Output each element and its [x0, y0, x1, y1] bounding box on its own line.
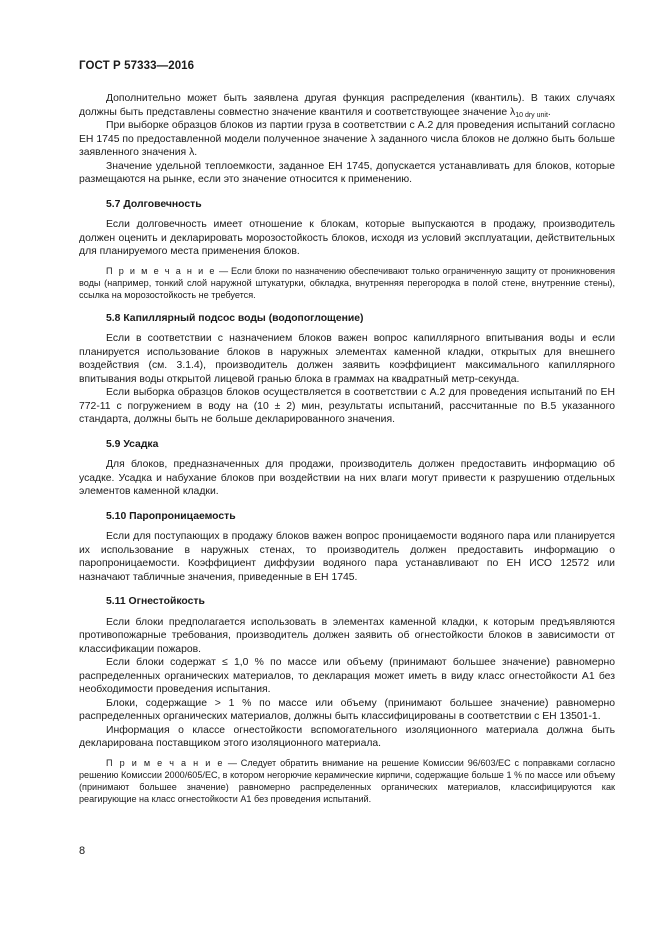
document-body	[79, 92, 615, 805]
section-5-8-title: 5.8 Капиллярный подсос воды (водопоглощение)	[106, 312, 364, 324]
section-5-7-paragraph: Если долговечность имеет отношение к блокам, которые выпускаются в продажу, производитель должен оценить и декларировать морозостойкость блоков, исходя из условий эксплуатации, действительных для планируемого места применения блоков.	[79, 219, 615, 257]
intro-paragraph-1: Дополнительно может быть заявлена другая функция распределения (квантиль). В таких случаях должны быть представлены совместно значение квантиля и соответствующее значение $\lambda_{10 dry unit}$.	[79, 93, 615, 119]
page-number: 8	[79, 845, 86, 857]
section-5-10-title: 5.10 Паропроницаемость	[106, 510, 236, 522]
section-5-8-paragraph-2: Если выборка образцов блоков осуществляется в соответствии с А.2 для проведения испытаний по ЕН 772-11 с погружением в воду на (10 ± 2) мин, результаты испытаний, рассчитанные по В.5 указанного стандарта, должны быть не больше декларированного значения.	[79, 387, 615, 425]
section-5-9-title: 5.9 Усадка	[106, 438, 159, 450]
section-5-9-paragraph: Для блоков, предназначенных для продажи, производитель должен предоставить информацию об усадке. Усадка и набухание блоков при воздействии на них влаги могут привести к разрушению отдельных элементов каменной кладки.	[79, 459, 615, 497]
section-5-11-paragraph-3: Блоки, содержащие > 1 % по массе или объему (принимают большее значение) равномерно распределенных органических материалов, должны быть классифицированы в соответствии с ЕН 13501-1.	[79, 697, 615, 722]
section-5-11-title: 5.11 Огнестойкость	[106, 596, 205, 607]
section-5-11-paragraph-2: Если блоки содержат ≤ 1,0 % по массе или объему (принимают большее значение) равномерно распределенных органических материалов, то декларация может иметь в виду класс огнестойкости А1 без необходимости проведения испытания.	[79, 657, 615, 695]
section-5-8-paragraph-1: Если в соответствии с назначением блоков важен вопрос капиллярного впитывания воды и если планируется использование блоков в наружных элементах каменной кладки, открытых для внешнего воздействия (см. 3.1.4), производитель должен заявить коэффициент максимального капиллярного впитывания воды открытой лицевой гранью блока в граммах на квадратный метр-секунда.	[79, 333, 615, 385]
section-5-10-paragraph: Если для поступающих в продажу блоков важен вопрос проницаемости водяного пара или планируется их использование в наружных стенах, то производитель должен предоставить информацию о паропроницаемости. Коэффициент диффузии водяного пара устанавливают по ЕН ИСО 12572 или назначают табличные значения, приведенные в ЕН 1745.	[79, 531, 615, 583]
intro-paragraph-3: Значение удельной теплоемкости, заданное ЕН 1745, допускается устанавливать для блоков, которые размещаются на рынке, если это значение относится к применению.	[79, 160, 615, 185]
section-5-11-note: П р и м е ч а н и е — Следует обратить внимание на решение Комиссии 96/603/ЕС с поправками согласно решению Комиссии 2000/605/ЕС, в котором негорючие керамические кирпичи, содержащие больше 1 % по массе или объему (принимают большее значение) равномерно распределенных органических материалов, классифицируются как реагирующие на класс огнестойкости А1 без проведения испытаний.	[79, 757, 616, 804]
intro-paragraph-2: При выборке образцов блоков из партии груза в соответствии с А.2 для проведения испытаний согласно ЕН 1745 по предоставленной модели полученное значение λ заданного числа блоков не должно быть больше заявленного значения λ.	[79, 120, 615, 158]
section-5-7-title: 5.7 Долговечность	[106, 198, 202, 210]
section-5-11-paragraph-4: Информация о классе огнестойкости вспомогательного изоляционного материала должна быть декларирована поставщиком этого изоляционного материала.	[79, 724, 615, 749]
section-5-11-paragraph-1: Если блоки предполагается использовать в элементах каменной кладки, к которым предъявляются противопожарные требования, производитель должен заявить об огнестойкости блоков в зависимости от классификации пожаров.	[79, 616, 615, 655]
document-header: ГОСТ Р 57333—2016	[79, 60, 195, 72]
section-5-7-note: П р и м е ч а н и е — Если блоки по назначению обеспечивают только ограниченную защиту от проникновения воды (например, тонкий слой наружной штукатурки, обкладка, внутренняя перегородка в полой стене, внутренние стены), ссылка на морозостойкость не требуется.	[79, 265, 615, 300]
